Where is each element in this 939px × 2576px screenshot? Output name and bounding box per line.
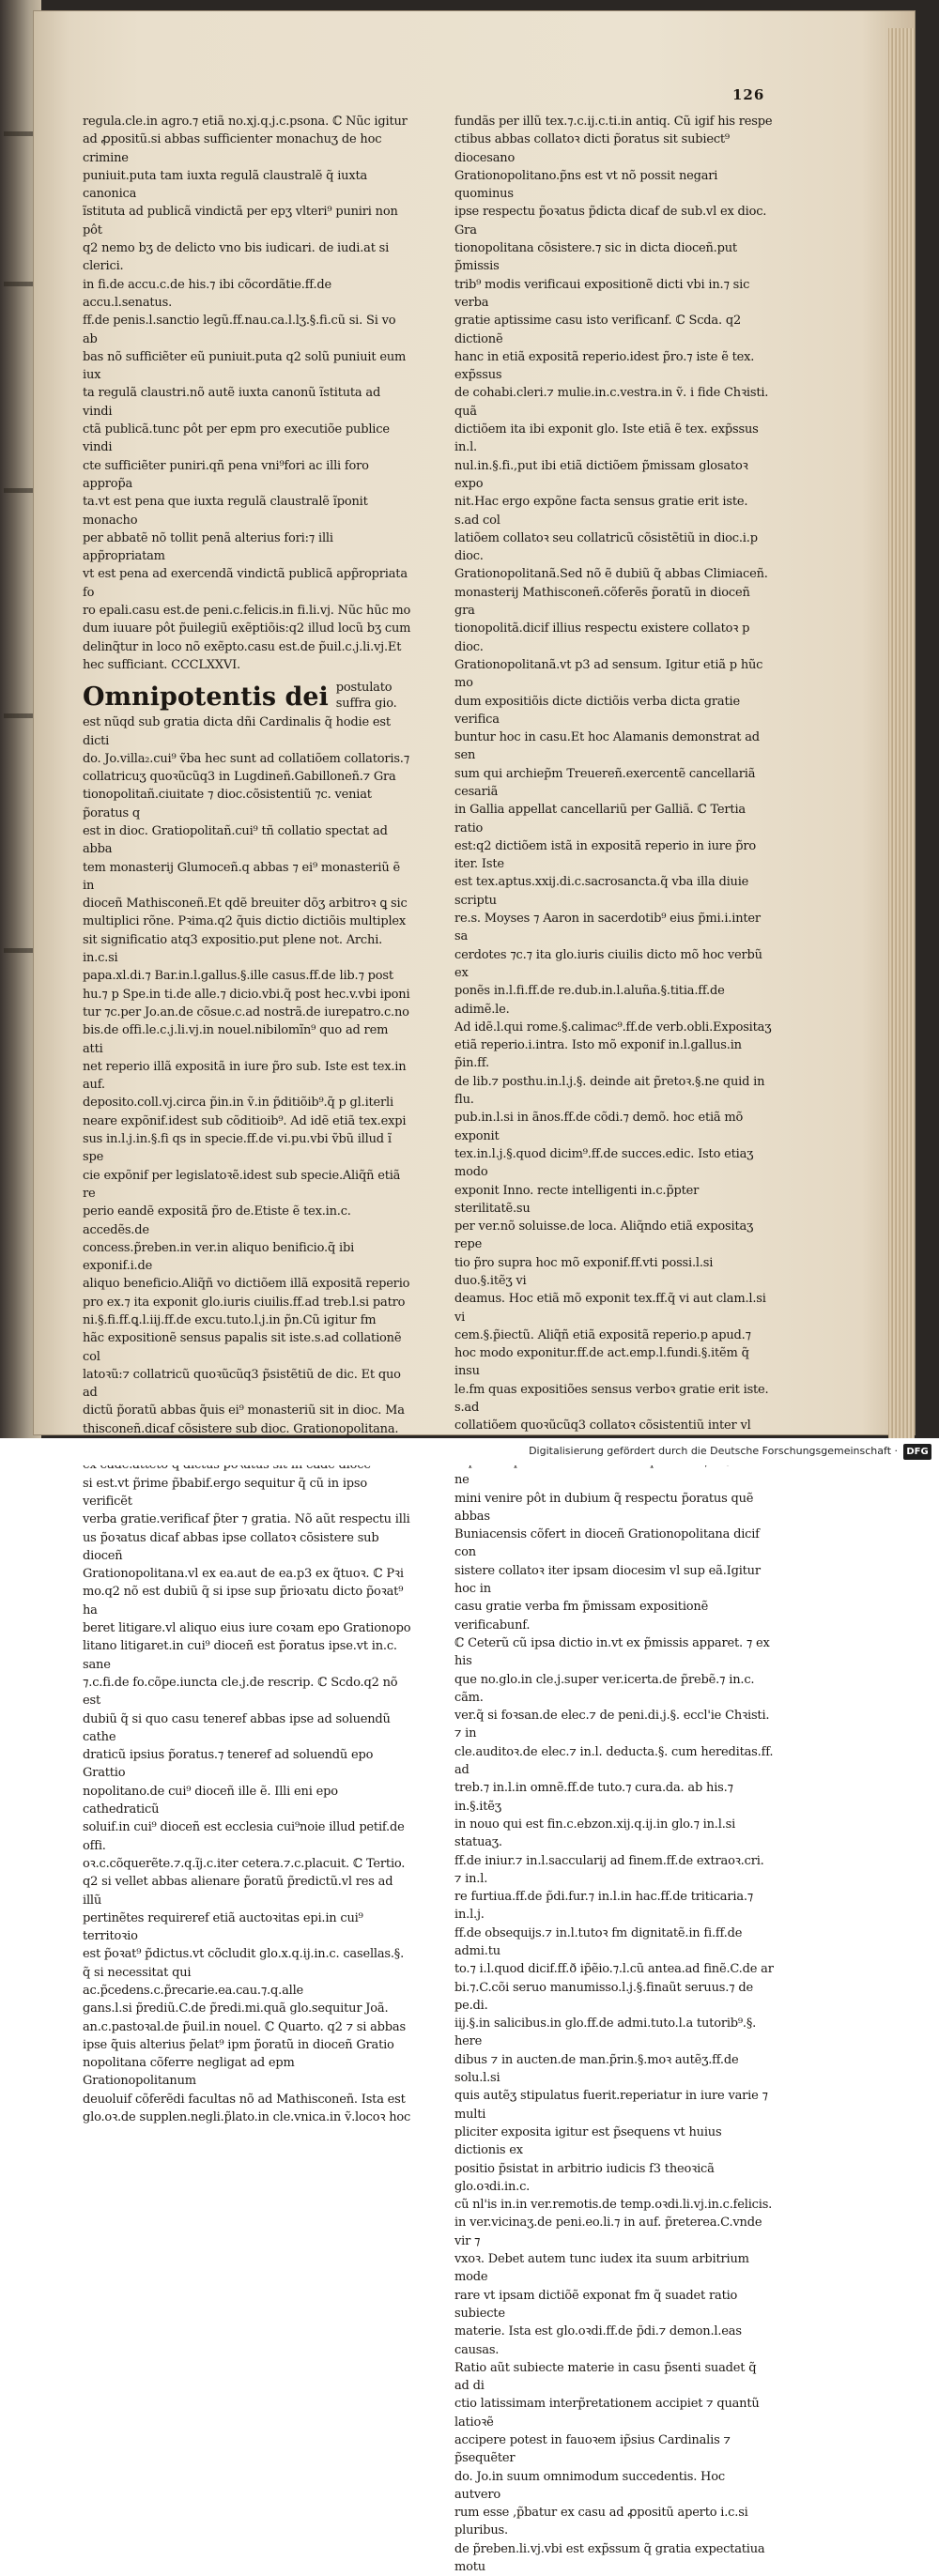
text-line: vt est pena ad exercendã vindictã publicã app̃ropriata fo — [83, 567, 408, 600]
text-line: to.⁊ i.l.quod dicif.ff.ð ip̃ẽio.⁊.l.cũ antea.ad finẽ.C.de ar — [454, 1962, 774, 1977]
text-line: cte sufficiẽter puniri.qñ pena vni⁹fori ac illi foro approp̃a — [83, 458, 369, 491]
text-line: dum expositiõis dicte dictiõis verba dicta gratie verifica — [454, 694, 740, 727]
text-line: dictũ p̃oratũ abbas q̃uis ei⁹ monasteriũ sit in dioc. Ma — [83, 1403, 405, 1418]
text-line: monasterij Mathisconeñ.cõferẽs p̃oratũ in dioceñ gra — [454, 585, 750, 619]
text-line: ro epali.casu est.de peni.c.felicis.in fi.li.vj. Nũc hũc mo — [83, 604, 411, 619]
text-line: si est.vt p̃rime p̃babif.ergo sequitur q̃ cũ in ipso verificẽt — [83, 1476, 368, 1509]
text-line: tionopolitañ.ciuitate ⁊ dioc.cõsistentiũ ⁊c. veniat p̃oratus q — [83, 788, 372, 820]
text-line: tionopolitana cõsistere.⁊ sic in dicta dioceñ.put p̃missis — [454, 241, 737, 274]
text-line: est tex.aptus.xxij.di.c.sacrosancta.q̃ vba illa diuie scriptu — [454, 875, 749, 908]
text-line: le.fm quas expositiões sensus verboꝛ gratie erit iste. s.ad — [454, 1382, 769, 1416]
text-line: ĩstituta ad publicã vindictã per epʒ vlteri⁹ puniri non pôt — [83, 205, 398, 238]
text-line: mini venire pôt in dubium q̃ respectu p̃oratus quẽ abbas — [454, 1491, 754, 1524]
bleed-through-line — [4, 488, 38, 493]
text-line: do. Jo.villa₂.cui⁹ ṽba hec sunt ad collatiõem collatoris.⁊ — [83, 751, 409, 766]
text-line: quis autẽʒ stipulatus fuerit.reperiatur in iure varie ⁊ multi — [454, 2089, 768, 2122]
text-line: net reperio illã expositã in iure p̃ro sub. Iste est tex.in auf. — [83, 1059, 407, 1093]
heading-continuation: postulato suffra gio. — [335, 681, 397, 712]
text-line: pro ex.⁊ ita exponit glo.iuris ciuilis.ff.ad treb.l.si patro — [83, 1295, 406, 1310]
text-line: ta regulã claustri.nõ autẽ iuxta canonũ ĩstituta ad vindi — [83, 386, 381, 419]
text-line: ipse respectu p̃oꝛatus p̃dicta dicaf de sub.vl ex dioc. Gra — [454, 205, 767, 238]
text-line: Ad idẽ.l.qui rome.§.calimac⁹.ff.de verb.obli.Expositaʒ — [454, 1020, 772, 1035]
text-line: materie. Ista est glo.oꝛdi.ff.de p̃di.⁊ demon.l.eas causas. — [454, 2324, 742, 2357]
text-line: oꝛ.c.cõquerẽte.⁊.q.ĩj.c.iter cetera.⁊.c.placuit. ℂ Tertio. — [83, 1856, 406, 1871]
text-line: neare expõnif.idest sub cõditioib⁹. Ad idẽ etiã tex.expi — [83, 1113, 407, 1128]
text-line: ponẽs in.l.fi.ff.de re.dub.in.l.aluña.§.titia.ff.de adimẽ.le. — [454, 984, 725, 1017]
text-line: q2 nemo bʒ de delicto vno bis iudicari. de iudi.at si clerici. — [83, 241, 390, 274]
text-line: in ver.vicinaʒ.de peni.eo.li.⁊ in auf. p̃reterea.C.vnde vir ⁊ — [454, 2216, 762, 2248]
text-line: ctibus abbas collatoꝛ dicti p̃oratus sit subiect⁹ diocesano — [454, 132, 730, 165]
bleed-through-line — [4, 948, 38, 953]
text-line: buntur hoc in casu.Et hoc Alamanis demonstrat ad sen — [454, 730, 760, 763]
text-line: tio p̃ro supra hoc mõ exponif.ff.vti possi.l.si duo.§.itẽʒ vi — [454, 1255, 714, 1288]
text-line: deuoluif cõferẽdi facultas nõ ad Mathisconeñ. Ista est — [83, 2092, 406, 2107]
text-line: est:q2 dictiõem istã in expositã reperio in iure p̃ro iter. Iste — [454, 838, 756, 872]
text-line: in fi.de accu.c.de his.⁊ ibi cõcordãtie.ff.de accu.l.senatus. — [83, 277, 332, 310]
text-line: tex.in.l.j.§.quod dicim⁹.ff.de succes.edic. Isto etiaʒ modo — [454, 1146, 754, 1180]
text-line: verba gratie.verificaf p̃ter ⁊ gratia. Nõ aũt respectu illi — [83, 1512, 410, 1527]
text-line: collatricuʒ quoꝛũcũq3 in Lugdineñ.Gabilloneñ.⁊ Gra — [83, 770, 396, 785]
text-line: cerdotes ⁊c.⁊ ita glo.iuris ciuilis dicto mõ hoc verbũ ex — [454, 947, 762, 980]
text-line: dum iuuare pôt p̃uilegiũ exẽptiõis:q2 illud locũ bʒ cum — [83, 621, 411, 636]
text-line: dioceñ Mathisconeñ.Et qdẽ breuiter dõʒ arbitroꝛ ꝗ sic — [83, 897, 408, 912]
text-line: fundãs per illũ tex.⁊.c.ij.c.ti.in antiq. Cũ igif his respe — [454, 115, 773, 129]
text-line: casu gratie verba fm p̃missam expositionẽ verificabunf. — [454, 1600, 709, 1633]
text-line: pertinẽtes requireref etiã auctoꝛitas epi.in cui⁹ territoꝛio — [83, 1910, 363, 1944]
text-line: aliquo beneficio.Aliq̃ñ vo dictiõem illã expositã reperio — [83, 1277, 410, 1292]
text-line: nit.Hac ergo expõne facta sensus gratie erit iste. s.ad col — [454, 495, 748, 528]
text-line: ff.de penis.l.sanctio legũ.ff.nau.ca.l.lʒ.§.fi.cũ si. Si vo ab — [83, 314, 396, 346]
text-line: Grationopolitana.vl ex ea.aut de ea.p3 ex q̃tuoꝛ. ℂ Pꝛi — [83, 1567, 404, 1582]
text-line: de lib.⁊ posthu.in.l.j.§. deinde ait p̃retoꝛ.§.ne quid in flu. — [454, 1074, 765, 1108]
text-line: gratie aptissime casu isto verificanf. ℂ Scda. q2 dictionẽ — [454, 314, 742, 346]
page-stack-edge — [888, 28, 915, 1444]
text-line: cie expõnif per legislatoꝛẽ.idest sub specie.Aliq̃ñ etiã re — [83, 1168, 401, 1201]
text-line: regula.cle.in agro.⁊ etiã no.xj.q.j.c.psona. ℂ Nũc igitur — [83, 115, 408, 129]
text-line: deposito.coll.vj.circa p̃in.in ṽ.in p̃ditiõib⁹.q̃ p gl.iterli — [83, 1096, 393, 1111]
text-line: re furtiua.ff.de p̃di.fur.⁊ in.l.in hac.ff.de triticaria.⁊ in.l.j. — [454, 1890, 754, 1923]
text-line: multiplici rõne. Pꝛima.q2 q̃uis dictio dictiõis multiplex — [83, 914, 407, 929]
text-line: tur ⁊c.per Jo.an.de cõsue.c.ad nostrã.de iurepatro.c.no — [83, 1004, 409, 1020]
text-line: bas nõ sufficiẽter eũ puniuit.puta q2 solũ puniuit eum iux — [83, 349, 407, 383]
text-line: glo.oꝛ.de supplen.negli.p̃lato.in cle.vnica.in ṽ.locoꝛ hoc — [83, 2110, 411, 2125]
text-line: Ratio aũt subiecte materie in casu p̃senti suadet q̃ ad di — [454, 2360, 757, 2394]
text-line: hec sufficiant. CCCLXXVI. — [83, 657, 240, 672]
text-line: latiõem collatoꝛ seu collatricũ cõsistẽtiũ in dioc.i.p dioc. — [454, 530, 758, 564]
text-line: ff.de iniur.⁊ in.l.saccularij ad finem.ff.de extraoꝛ.cri. ⁊ in.l. — [454, 1853, 764, 1886]
right-text-column — [454, 113, 774, 2576]
text-line: do. Jo.in suum omnimodum succedentis. Hoc autvero — [454, 2469, 725, 2502]
text-line: exponit Inno. recte intelligenti in.c.p̃pter sterilitatẽ.su — [454, 1183, 700, 1216]
text-line: est in dioc. Gratiopolitañ.cui⁹ tñ collatio spectat ad abba — [83, 823, 388, 857]
text-line: ctã publicã.tunc pôt per epm pro executiõe publice vindi — [83, 422, 390, 455]
text-line: per ver.nõ soluisse.de loca. Aliq̃ndo etiã expositaʒ repe — [454, 1219, 754, 1252]
text-line: litano litigaret.in cui⁹ dioceñ est p̃oratus ipse.vt in.c. sane — [83, 1639, 397, 1672]
left-column-top-lines — [83, 113, 411, 674]
text-line: ctio latissimam interp̃retationem accipiet ⁊ quantũ latioꝛẽ — [454, 2397, 760, 2430]
text-line: ver.q̃ si foꝛsan.de elec.⁊ de peni.di.j.§. eccl'ie Chꝛisti. ⁊ in — [454, 1709, 770, 1741]
text-line: beret litigare.vl aliquo eius iure coꝛam epo Grationopo — [83, 1621, 411, 1636]
text-line: cũ nl'is in.in ver.remotis.de temp.oꝛdi.li.vj.in.c.felicis. — [454, 2198, 773, 2213]
text-line: etiã reperio.i.intra. Isto mõ exponif in.l.gallus.in p̃in.ff. — [454, 1038, 742, 1071]
text-line: sum qui archiep̃m Treuereñ.exercentẽ cancellariã cesariã — [454, 766, 756, 799]
text-line: Buniacensis cõfert in dioceñ Grationopolitana dicif con — [454, 1527, 760, 1560]
text-line: q̃ si necessitat qui ac.p̃cedens.c.p̃recarie.ea.cau.⁊.q.alle — [83, 1965, 304, 1998]
text-line: hu.⁊ p Spe.in ti.de alle.⁊ dicio.vbi.q̃ post hec.v.vbi iponi — [83, 987, 410, 1002]
text-line: Grationopolitano.p̃ns est vt nõ possit negari quominus — [454, 168, 718, 202]
text-line: nopolitano.de cui⁹ dioceñ ille ẽ. Illi eni epo cathedraticũ — [83, 1784, 338, 1817]
text-line: deamus. Hoc etiã mõ exponit tex.ff.q̃ vi aut clam.l.si vi — [454, 1292, 766, 1325]
text-line: tem monasterij Glumoceñ.q abbas ⁊ ei⁹ monasteriũ ẽ in — [83, 860, 400, 893]
text-line: dibus ⁊ in aucten.de man.p̃rin.§.moꝛ autẽʒ.ff.de solu.l.si — [454, 2052, 739, 2086]
text-line: Grationopolitanã.vt p3 ad sensum. Igitur etiã p hũc mo — [454, 657, 763, 691]
text-line: que no.glo.in cle.j.super ver.icerta.de p̃rebẽ.⁊ in.c. cãm. — [454, 1672, 755, 1705]
text-line: in Gallia appellat cancellariũ per Galliã. ℂ Tertia ratio — [454, 803, 746, 836]
text-line: re.s. Moyses ⁊ Aaron in sacerdotib⁹ eius p̃mi.i.inter sa — [454, 912, 761, 944]
text-line: puniuit.puta tam iuxta regulã claustralẽ q̃ iuxta canonica — [83, 168, 368, 202]
text-line: draticũ ipsius p̃oratus.⁊ teneref ad soluendũ epo Grattio — [83, 1748, 374, 1781]
bleed-through-line — [4, 131, 38, 136]
text-line: soluif.in cui⁹ dioceñ est ecclesia cui⁹noie illud petif.de offi. — [83, 1820, 405, 1853]
text-line: q2 si vellet abbas alienare p̃oratũ p̃redictũ.vl res ad illũ — [83, 1875, 393, 1908]
text-line: perio eandẽ expositã p̃ro de.Etiste ẽ tex.in.c. accedẽs.de — [83, 1204, 351, 1237]
text-line: delinq̃tur in loco nõ exẽpto.casu est.de p̃uil.c.j.li.vj.Et — [83, 639, 402, 654]
text-line: hoc modo exponitur.ff.de act.emp.l.fundi.§.itẽm q̃ insu — [454, 1346, 749, 1379]
text-line: cem.§.p̃iectũ. Aliq̃ñ etiã expositã reperio.p apud.⁊ — [454, 1327, 751, 1342]
text-line: pliciter exposita igitur est p̃sequens vt huius dictionis ex — [454, 2124, 722, 2158]
text-line: rare vt ipsam dictiõẽ exponat fm q̃ suadet ratio subiecte — [454, 2288, 738, 2321]
left-text-column — [83, 113, 411, 2126]
text-line: gans.l.si p̃rediũ.C.de p̃redi.mi.quã glo.sequitur Joã. — [83, 2001, 389, 2016]
text-line: ⁊.c.fi.de fo.cõpe.iuncta cle.j.de rescrip. ℂ Scdo.q2 nõ est — [83, 1675, 398, 1709]
footer-bar — [0, 1438, 939, 1465]
text-line: pub.in.l.si in ãnos.ff.de cõdi.⁊ demõ. hoc etiã mõ exponit — [454, 1111, 744, 1143]
text-line: collatiõem quoꝛũcũq3 collatoꝛ cõsistentiũ inter vl — [454, 1418, 751, 1434]
text-line: trib⁹ modis verificaui expositionẽ dicti vbi in.⁊ sic verba — [454, 277, 750, 310]
text-line: ni.§.fi.ff.ꝗ.l.iij.ff.de excu.tuto.l.j.in p̃n.Cũ igitur fm — [83, 1313, 377, 1327]
text-line: ta.vt est pena que iuxta regulã claustralẽ ĩponit monacho — [83, 495, 368, 528]
text-line: dubiũ q̃ si quo casu teneref abbas ipse ad soluendũ cathe — [83, 1711, 391, 1744]
text-line: ne — [454, 1473, 470, 1488]
text-line: papa.xl.di.⁊ Bar.in.l.gallus.§.ille casus.ff.de lib.⁊ post — [83, 969, 393, 984]
text-line: thisconeñ.dicaf cõsistere sub dioc. Grationopolitana. — [83, 1421, 399, 1436]
bleed-through-line — [4, 713, 38, 718]
text-line: cle.auditoꝛ.de elec.⁊ in.l. deducta.§. cum hereditas.ff. ad — [454, 1744, 774, 1778]
text-line: sit significatio atq3 expositio.put plene not. Archi. in.c.si — [83, 932, 383, 966]
text-line: ad ꝓpositũ.si abbas sufficienter monachuʒ de hoc crimine — [83, 132, 382, 165]
text-line: an.c.pastoꝛal.de p̃uil.in nouel. ℂ Quarto. q2 ⁊ si abbas — [83, 2019, 406, 2034]
text-line: sistere collatoꝛ iter ipsam diocesim vl sup eã.Igitur hoc in — [454, 1563, 761, 1597]
text-line: mo.q2 nõ est dubiũ q̃ si ipse sup p̃rioꝛatu dicto p̃oꝛat⁹ ha — [83, 1585, 404, 1618]
text-line: ipse q̃uis alterius p̃elat⁹ ipm p̃oratũ in dioceñ Gratio — [83, 2037, 394, 2052]
dfg-logo: DFG — [903, 1444, 931, 1460]
text-line: ff.de obsequijs.⁊ in.l.tutoꝛ fm dignitatẽ.in fi.ff.de admi.tu — [454, 1925, 743, 1958]
right-column-lines — [454, 113, 774, 2576]
folio-number: 126 — [732, 86, 765, 103]
section-heading — [83, 676, 411, 712]
text-line: nopolitana cõferre negligat ad epm Grationopolitanum — [83, 2056, 295, 2089]
text-line: nul.in.§.fi.,put ibi etiã dictiõem p̃missam glosatoꝛ expo — [454, 458, 748, 491]
text-line: dictiõem ita ibi exponit glo. Iste etiã ẽ tex. exp̃ssus in.l. — [454, 422, 759, 455]
text-line: tionopolitã.dicif illius respectu existere collatoꝛ p dioc. — [454, 621, 750, 654]
decorated-initial: Omnipotentis dei — [83, 682, 329, 713]
text-line: concess.p̃reben.in ver.in aliquo benificio.q̃ ibi exponif.i.de — [83, 1240, 355, 1274]
text-line: est nũqd sub gratia dicta dñi Cardinalis q̃ hodie est dicti — [83, 715, 391, 748]
bleed-through-line — [4, 282, 38, 286]
text-line: accipere potest in fauoꝛem ip̃sius Cardinalis ⁊ p̃sequẽter — [454, 2433, 731, 2466]
text-line: ℂ Ceterũ cũ ipsa dictio in.vt ex p̃missis apparet. ⁊ ex his — [454, 1635, 770, 1669]
text-line: Grationopolitanã.Sed nõ ẽ dubiũ q̃ abbas Climiaceñ. — [454, 567, 768, 582]
text-line: per abbatẽ nõ tollit penã alterius fori:⁊ illi app̃ropriatam — [83, 530, 333, 564]
text-line: de p̃reben.li.vj.vbi est exp̃ssum q̃ gratia expectatiua motu — [454, 2541, 765, 2575]
text-line: treb.⁊ in.l.in omnẽ.ff.de tuto.⁊ cura.da. ab his.⁊ in.§.itẽʒ — [454, 1781, 733, 1814]
text-line: positio p̃sistat in arbitrio iudicis f3 theoꝛicã glo.oꝛdi.in.c. — [454, 2161, 715, 2194]
text-line: est p̃oꝛat⁹ p̃dictus.vt cõcludit glo.x.q.ij.in.c. casellas.§. — [83, 1947, 405, 1962]
text-line: bis.de offi.le.c.j.li.vj.in nouel.nibilomĩn⁹ quo ad rem atti — [83, 1023, 389, 1056]
left-column-body-lines — [83, 713, 411, 2126]
text-line: in nouo qui est fin.c.ebzon.xij.q.ij.in glo.⁊ in.l.si statuaʒ. — [454, 1817, 736, 1850]
text-line: de cohabi.cleri.⁊ mulie.in.c.vestra.in ṽ. i fide Chꝛisti. quã — [454, 386, 769, 419]
text-line: vxoꝛ. Debet autem tunc iudex ita suum arbitrium mode — [454, 2252, 749, 2285]
text-line: latoꝛũ:⁊ collatricũ quoꝛũcũq3 p̃sistẽtiũ de dic. Et quo ad — [83, 1367, 401, 1401]
text-line: bi.⁊.C.cõi seruo manumisso.l.j.§.finaũt seruus.⁊ de pe.di. — [454, 1980, 753, 2013]
text-line: hanc in etiã expositã reperio.idest p̃ro.⁊ iste ẽ tex. exp̃ssus — [454, 349, 755, 383]
text-line: iij.§.in salicibus.in glo.ff.de admi.tuto.l.a tutorib⁹.§. here — [454, 2016, 757, 2049]
text-line: rum esse ,p̃batur ex casu ad ꝓpositũ aperto i.c.si pluribus. — [454, 2506, 748, 2538]
text-line: hãc expositionẽ sensus papalis sit iste.s.ad collationẽ col — [83, 1331, 402, 1364]
funding-notice: Digitalisierung gefördert durch die Deutsche Forschungsgemeinschaft · — [529, 1445, 898, 1457]
text-line: us p̃oꝛatus dicaf abbas ipse collatoꝛ cõsistere sub dioceñ — [83, 1530, 379, 1563]
text-line: sus in.l.j.in.§.fi qs in specie.ff.de vi.pu.vbi ṽbũ illud ĩ spe — [83, 1132, 392, 1165]
